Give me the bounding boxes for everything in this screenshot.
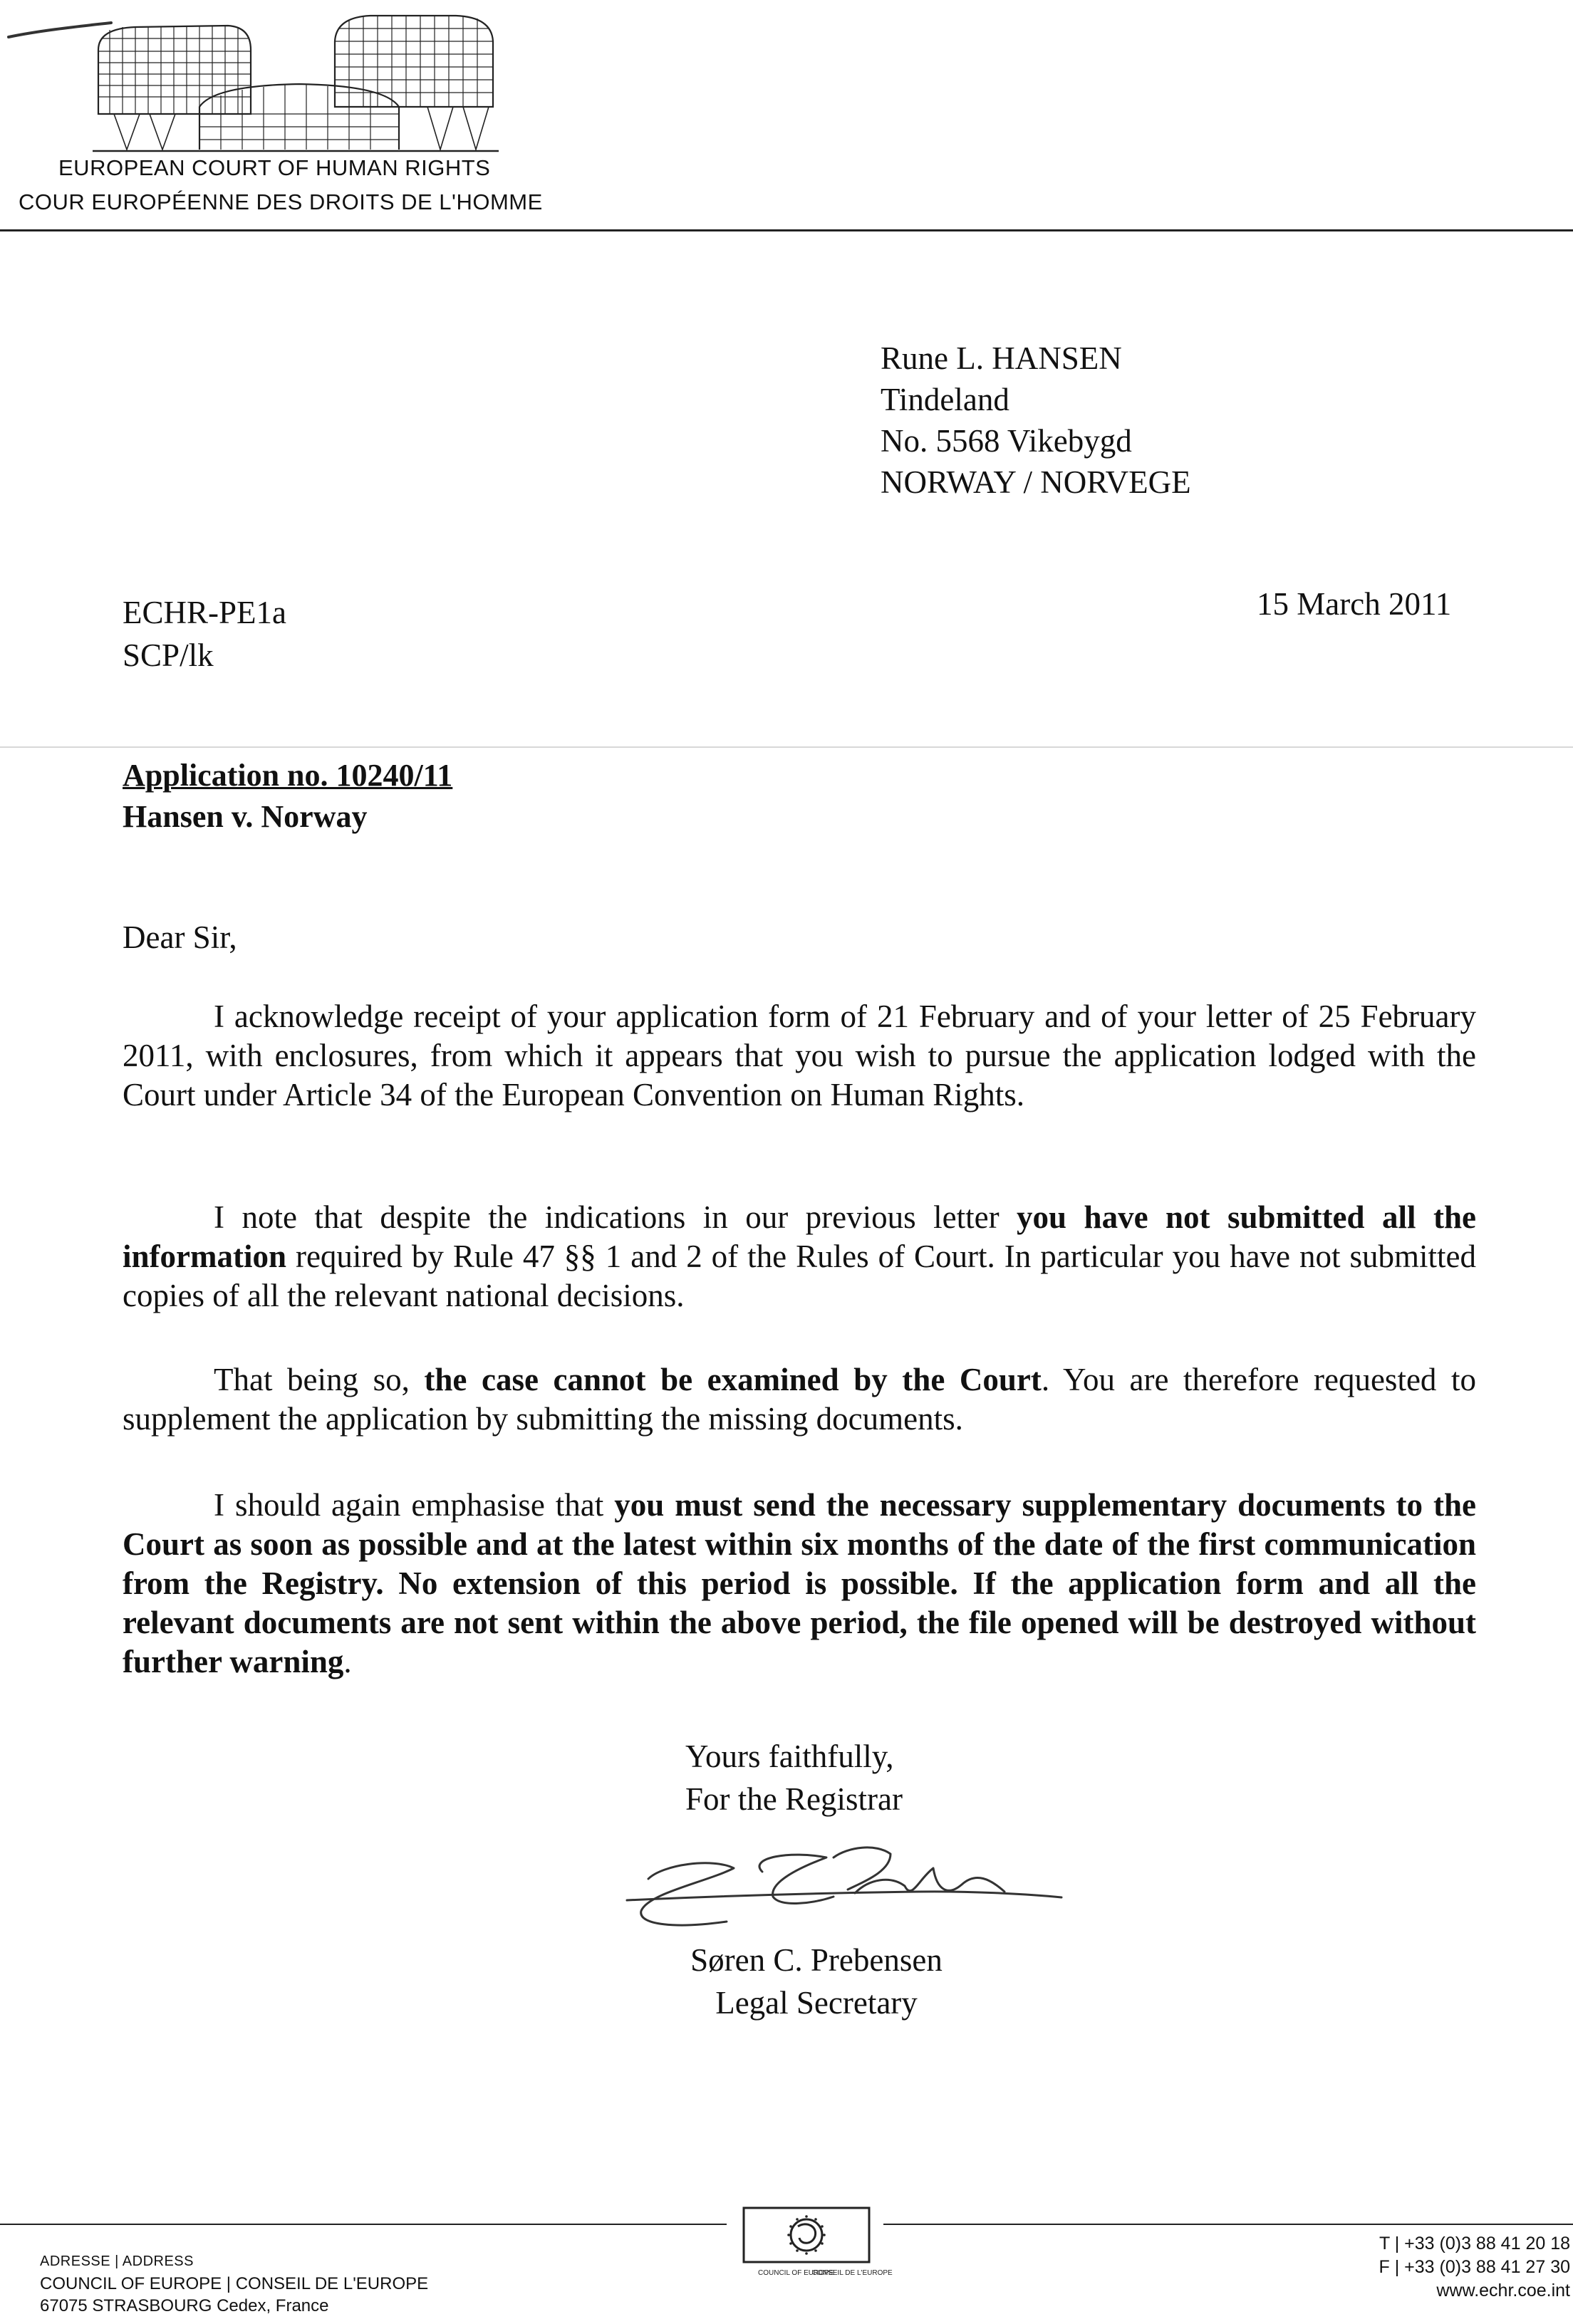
footer-web-link[interactable]: www.echr.coe.int — [1436, 2281, 1570, 2300]
letter-date: 15 March 2011 — [1257, 586, 1452, 622]
p3-emphasis: the case cannot be examined by the Court — [424, 1362, 1042, 1397]
reference-block — [123, 591, 286, 677]
p2-emphasis: you have not submitted all the information — [123, 1199, 1476, 1274]
reference-code: ECHR-PE1a — [123, 595, 286, 630]
coe-logo-text-en: COUNCIL OF EUROPE — [758, 2269, 834, 2277]
application-number: Application no. 10240/11 — [123, 758, 453, 793]
p3-text-c: . You are therefore requested to supplement the application by submitting the missing documents. — [123, 1362, 1476, 1437]
footer-address — [40, 2251, 428, 2317]
case-name: Hansen v. Norway — [123, 799, 368, 834]
p4-text-c: . — [343, 1644, 352, 1679]
footer-org: COUNCIL OF EUROPE | CONSEIL DE L'EUROPE — [40, 2274, 429, 2293]
signer-name: Søren C. Prebensen — [690, 1942, 943, 1978]
paragraph-acknowledgement: I acknowledge receipt of your application form of 21 February and of your letter of 25 February 2011, with enclosures, from which it appears that you wish to pursue the application lodged with the Court under Article 34 of the European Convention on Human Rights. — [123, 999, 1476, 1113]
closing-line2: For the Registrar — [685, 1781, 903, 1817]
signer-title: Legal Secretary — [715, 1985, 918, 2021]
closing-line1: Yours faithfully, — [685, 1739, 894, 1774]
salutation: Dear Sir, — [123, 919, 237, 955]
p2-text-a: I note that despite the indications in our previous letter — [214, 1199, 1017, 1235]
recipient-line1: Tindeland — [881, 382, 1009, 417]
recipient-address — [881, 338, 1191, 503]
court-name-french: COUR EUROPÉENNE DES DROITS DE L'HOMME — [19, 189, 543, 214]
paragraph-cannot-examine — [123, 1360, 1476, 1439]
handwritten-signature — [620, 1829, 1083, 1957]
fold-line — [0, 746, 1573, 748]
court-building-logo — [85, 7, 506, 157]
paragraph-deadline-warning — [123, 1486, 1476, 1682]
p2-text-c: required by Rule 47 §§ 1 and 2 of the Rules of Court. In particular you have not submitted copies of all the relevant national decisions. — [123, 1239, 1476, 1313]
signer-block — [667, 1939, 966, 2024]
closing-block — [685, 1735, 903, 1820]
court-name-english: EUROPEAN COURT OF HUMAN RIGHTS — [58, 155, 491, 180]
p4-emphasis: you must send the necessary supplementary documents to the Court as soon as possible and at the latest within six months of the date of the first communication from the Registry. No extension of this period is possible. If the application form and all the relevant documents are not sent within the above period, the file opened will be destroyed without further warning — [123, 1487, 1476, 1679]
footer-fax: F | +33 (0)3 88 41 27 30 — [1379, 2257, 1570, 2277]
recipient-country: NORWAY / NORVEGE — [881, 464, 1191, 500]
coe-logo-text-fr: CONSEIL DE L'EUROPE — [812, 2269, 893, 2277]
footer-contact — [1379, 2232, 1570, 2303]
p3-text-a: That being so, — [214, 1362, 425, 1397]
recipient-name: Rune L. HANSEN — [881, 340, 1122, 376]
council-of-europe-logo — [741, 2205, 893, 2288]
subject-block — [123, 755, 452, 838]
footer-divider-left — [0, 2224, 727, 2225]
paragraph-missing-information — [123, 1198, 1476, 1315]
header-divider — [0, 229, 1573, 231]
footer-address-label: ADRESSE | ADDRESS — [40, 2253, 194, 2269]
footer-divider-right — [883, 2224, 1573, 2225]
footer-phone: T | +33 (0)3 88 41 20 18 — [1379, 2234, 1570, 2253]
p4-text-a: I should again emphasise that — [214, 1487, 615, 1523]
recipient-line2: No. 5568 Vikebygd — [881, 423, 1132, 459]
footer-city: 67075 STRASBOURG Cedex, France — [40, 2296, 329, 2315]
reference-initials: SCP/lk — [123, 637, 214, 673]
